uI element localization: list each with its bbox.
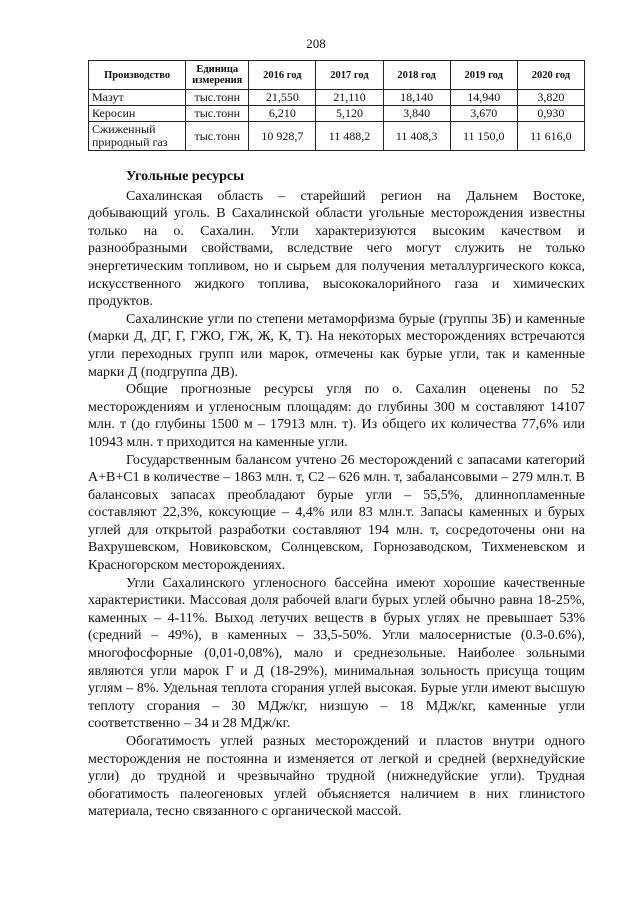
row-value: 5,120 bbox=[316, 106, 383, 122]
row-value: 3,820 bbox=[517, 90, 584, 106]
header-year-2017: 2017 год bbox=[316, 61, 383, 90]
header-year-2019: 2019 год bbox=[450, 61, 517, 90]
table-row bbox=[89, 106, 585, 122]
paragraph: Обогатимость углей разных месторождений и пластов внутри одного месторождения не постоянна и изменяется от легкой и средней (верхнедуйские угли) до трудной и чрезвычайно трудной (нижнедуйские угли). Трудная обогатимость палеогеновых углей объясняется наличием в них глинистого материала, тесно связанного с органической массой. bbox=[88, 734, 585, 820]
header-year-2018: 2018 год bbox=[383, 61, 450, 90]
production-table bbox=[88, 60, 585, 151]
row-unit: тыс.тонн bbox=[186, 90, 249, 106]
header-production: Производство bbox=[89, 61, 186, 90]
table-row bbox=[89, 122, 585, 151]
section-title: Угольные ресурсы bbox=[126, 169, 245, 184]
row-value: 11 616,0 bbox=[517, 122, 584, 151]
row-value: 21,110 bbox=[316, 90, 383, 106]
row-value: 18,140 bbox=[383, 90, 450, 106]
row-value: 0,930 bbox=[517, 106, 584, 122]
paragraph: Общие прогнозные ресурсы угля по о. Сахалин оценены по 52 месторождениям и угленосным площадям: до глубины 300 м составляют 14107 млн. т (до глубины 1500 м – 17913 млн. т). Из общего их количества 77,6% или 10943 млн. т приходится на каменные угли. bbox=[88, 382, 585, 450]
row-value: 14,940 bbox=[450, 90, 517, 106]
row-value: 21,550 bbox=[249, 90, 316, 106]
row-unit: тыс.тонн bbox=[186, 106, 249, 122]
header-unit-line1: Единица bbox=[196, 64, 239, 75]
table-header-row bbox=[89, 61, 585, 90]
body-text bbox=[88, 168, 585, 821]
paragraph: Сахалинская область – старейший регион на Дальнем Востоке, добывающий уголь. В Сахалинской области угольные месторождения известны только на о. Сахалин. Угли характеризуются высоким качеством и разнообразными свойствами, вследствие чего могут служить не только энергетическим топливом, но и сырьем для получения металлургического кокса, искусственного жидкого топлива, высококалорийного газа и химических продуктов. bbox=[88, 188, 585, 310]
row-value: 11 488,2 bbox=[316, 122, 383, 151]
row-value: 6,210 bbox=[249, 106, 316, 122]
page-number: 208 bbox=[306, 36, 326, 51]
row-value: 3,840 bbox=[383, 106, 450, 122]
row-unit: тыс.тонн bbox=[186, 122, 249, 151]
row-value: 10 928,7 bbox=[249, 122, 316, 151]
row-name: Сжиженный природный газ bbox=[89, 122, 186, 151]
paragraph: Государственным балансом учтено 26 месторождений с запасами категорий А+В+С1 в количестве – 1863 млн. т, С2 – 626 млн. т, забалансовыми – 279 млн.т. В балансовых запасах преобладают бурые угли – 55,5%, длиннопламенные составляют 22,3%, коксующие – 4,4% или 83 млн.т. Запасы каменных и бурых углей для открытой разработки составляют 194 млн. т, сосредоточены они на Вахрушевском, Новиковском, Солнцевском, Горнозаводском, Тихменевском и Красногорском месторождениях. bbox=[88, 452, 585, 574]
paragraph: Сахалинские угли по степени метаморфизма бурые (группы 3Б) и каменные (марки Д, ДГ, Г, ГЖО, ГЖ, Ж, К, Т). На некоторых месторождениях встречаются угли переходных групп или марок, отмечены как бурые угли, так и каменные марки Д (подгруппа ДВ). bbox=[88, 311, 585, 380]
paragraph: Угли Сахалинского угленосного бассейна имеют хорошие качественные характеристики. Массовая доля рабочей влаги бурых углей обычно равна 18-25%, каменных – 4-11%. Выход летучих веществ в бурых углях не превышает 53% (средний – 49%), в каменных – 33,5-50%. Угли малосернистые (0.3-0.6%), многофосфорные (0,01-0,08%), мало и среднезольные. Наиболее зольными являются угли марок Г и Д (18-29%), минимальная зольность присуща тощим углям – 8%. Удельная теплота сгорания углей высокая. Бурые угли имеют высшую теплоту сгорания – 30 МДж/кг, низшую – 18 МДж/кг, каменные угли соответственно – 34 и 28 МДж/кг. bbox=[88, 575, 585, 732]
header-year-2016: 2016 год bbox=[249, 61, 316, 90]
header-year-2020: 2020 год bbox=[517, 61, 584, 90]
row-value: 3,670 bbox=[450, 106, 517, 122]
row-name: Керосин bbox=[89, 106, 186, 122]
table-row bbox=[89, 90, 585, 106]
header-unit bbox=[186, 61, 249, 90]
row-name: Мазут bbox=[89, 90, 186, 106]
row-value: 11 408,3 bbox=[383, 122, 450, 151]
header-unit-line2: измерения bbox=[192, 75, 243, 86]
row-value: 11 150,0 bbox=[450, 122, 517, 151]
